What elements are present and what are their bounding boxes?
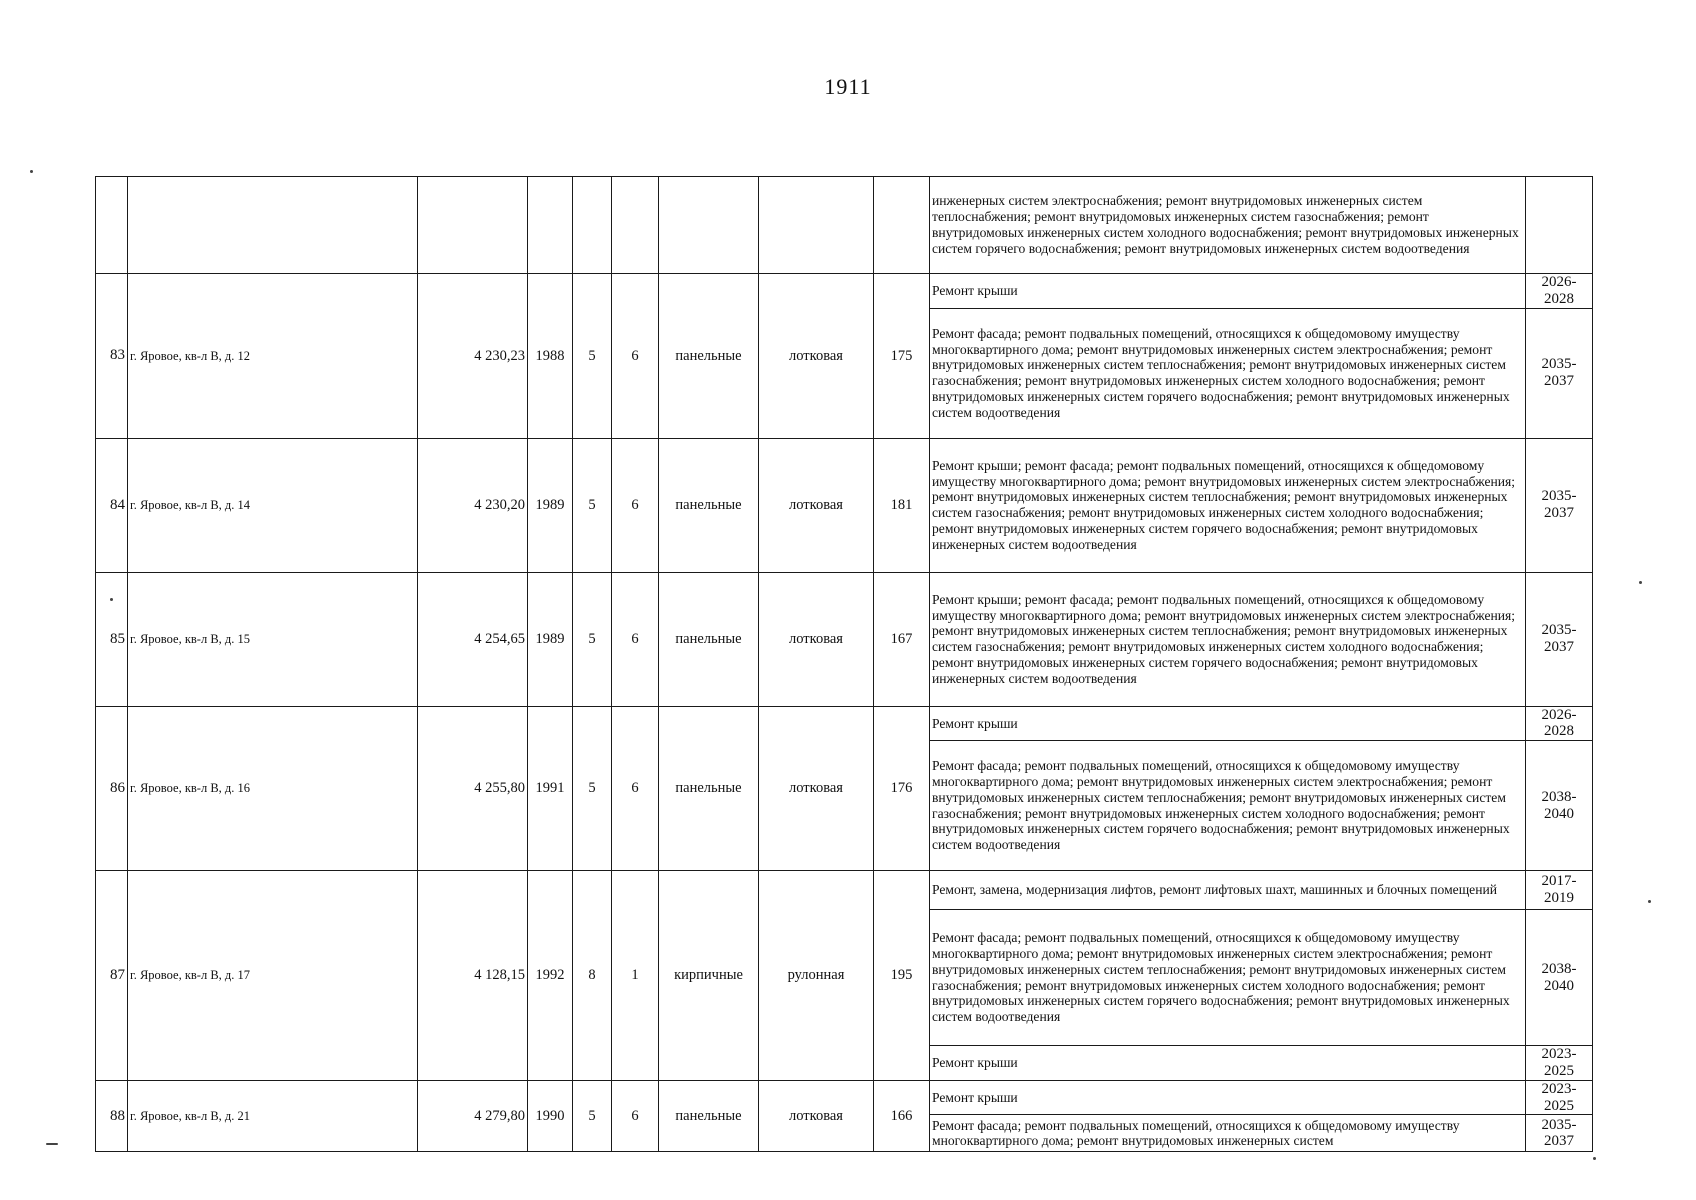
build-year: 1989 [528,438,573,572]
total-area: 4 128,15 [418,871,528,1081]
scan-speck [1639,581,1642,584]
work-period: 2026-2028 [1526,706,1593,741]
entrances: 6 [612,572,659,706]
residents: 175 [874,274,930,439]
work-period: 2023-2025 [1526,1080,1593,1115]
work-description: Ремонт крыши [930,706,1526,741]
scan-speck [30,170,33,173]
row-number: 88 [96,1080,128,1152]
work-period: 2035-2037 [1526,308,1593,438]
work-description: Ремонт крыши [930,1046,1526,1081]
table-row [96,1080,1593,1115]
total-area: 4 230,23 [418,274,528,439]
table-row [96,706,1593,741]
capital-repair-table [95,176,1593,1152]
residents: 166 [874,1080,930,1152]
wall-material: панельные [659,706,759,871]
work-description: Ремонт крыши; ремонт фасада; ремонт подвальных помещений, относящихся к общедомовому имуществу многоквартирного дома; ремонт внутридомовых инженерных систем электроснабжения; ремонт внутридомовых инженерных систем теплоснабжения; ремонт внутридомовых инженерных систем газоснабжения; ремонт внутридомовых инженерных систем холодного водоснабжения; ремонт внутридомовых инженерных систем горячего водоснабжения; ремонт внутридомовых инженерных систем водоотведения [930,438,1526,572]
row-number: 86 [96,706,128,871]
work-description: Ремонт фасада; ремонт подвальных помещений, относящихся к общедомовому имуществу многоквартирного дома; ремонт внутридомовых инженерных систем [930,1115,1526,1152]
residents: 176 [874,706,930,871]
table-row [96,572,1593,706]
build-year: 1991 [528,706,573,871]
entrances: 6 [612,706,659,871]
work-description: Ремонт фасада; ремонт подвальных помещений, относящихся к общедомовому имуществу многоквартирного дома; ремонт внутридомовых инженерных систем электроснабжения; ремонт внутридомовых инженерных систем теплоснабжения; ремонт внутридомовых инженерных систем газоснабжения; ремонт внутридомовых инженерных систем холодного водоснабжения; ремонт внутридомовых инженерных систем горячего водоснабжения; ремонт внутридомовых инженерных систем водоотведения [930,910,1526,1046]
wall-material: панельные [659,438,759,572]
roof-type: лотковая [759,1080,874,1152]
scan-speck [110,598,113,601]
entrances: 6 [612,438,659,572]
row-number: 84 [96,438,128,572]
floors: 5 [573,438,612,572]
roof-type: лотковая [759,438,874,572]
work-period: 2035-2037 [1526,572,1593,706]
work-period: 2038-2040 [1526,910,1593,1046]
wall-material: панельные [659,1080,759,1152]
floors: 5 [573,572,612,706]
build-year: 1990 [528,1080,573,1152]
address: г. Яровое, кв-л В, д. 17 [128,871,418,1081]
table-row [96,438,1593,572]
scan-speck [46,1143,58,1145]
work-period: 2038-2040 [1526,741,1593,871]
total-area: 4 255,80 [418,706,528,871]
page-number: 1911 [824,74,872,99]
wall-material: панельные [659,572,759,706]
continuation-row [96,177,1593,274]
total-area: 4 279,80 [418,1080,528,1152]
wall-material: кирпичные [659,871,759,1081]
roof-type: лотковая [759,572,874,706]
address: г. Яровое, кв-л В, д. 15 [128,572,418,706]
work-period [1526,177,1593,274]
residents: 195 [874,871,930,1081]
table-row [96,871,1593,910]
floors: 5 [573,706,612,871]
address: г. Яровое, кв-л В, д. 14 [128,438,418,572]
work-period: 2035-2037 [1526,438,1593,572]
address: г. Яровое, кв-л В, д. 21 [128,1080,418,1152]
roof-type: рулонная [759,871,874,1081]
total-area: 4 254,65 [418,572,528,706]
build-year: 1988 [528,274,573,439]
work-description: Ремонт крыши [930,274,1526,309]
scan-speck [1593,1157,1596,1160]
work-description: Ремонт крыши; ремонт фасада; ремонт подвальных помещений, относящихся к общедомовому имуществу многоквартирного дома; ремонт внутридомовых инженерных систем электроснабжения; ремонт внутридомовых инженерных систем теплоснабжения; ремонт внутридомовых инженерных систем газоснабжения; ремонт внутридомовых инженерных систем холодного водоснабжения; ремонт внутридомовых инженерных систем горячего водоснабжения; ремонт внутридомовых инженерных систем водоотведения [930,572,1526,706]
work-period: 2017-2019 [1526,871,1593,910]
work-description: Ремонт фасада; ремонт подвальных помещений, относящихся к общедомовому имуществу многоквартирного дома; ремонт внутридомовых инженерных систем электроснабжения; ремонт внутридомовых инженерных систем теплоснабжения; ремонт внутридомовых инженерных систем газоснабжения; ремонт внутридомовых инженерных систем холодного водоснабжения; ремонт внутридомовых инженерных систем горячего водоснабжения; ремонт внутридомовых инженерных систем водоотведения [930,741,1526,871]
table-row [96,274,1593,309]
work-period: 2023-2025 [1526,1046,1593,1081]
address: г. Яровое, кв-л В, д. 16 [128,706,418,871]
work-description: Ремонт крыши [930,1080,1526,1115]
row-number: 85 [96,572,128,706]
floors: 5 [573,1080,612,1152]
entrances: 6 [612,274,659,439]
entrances: 6 [612,1080,659,1152]
work-description: Ремонт фасада; ремонт подвальных помещений, относящихся к общедомовому имуществу многоквартирного дома; ремонт внутридомовых инженерных систем электроснабжения; ремонт внутридомовых инженерных систем теплоснабжения; ремонт внутридомовых инженерных систем газоснабжения; ремонт внутридомовых инженерных систем холодного водоснабжения; ремонт внутридомовых инженерных систем горячего водоснабжения; ремонт внутридомовых инженерных систем водоотведения [930,308,1526,438]
floors: 8 [573,871,612,1081]
work-description: инженерных систем электроснабжения; ремонт внутридомовых инженерных систем теплоснабжения; ремонт внутридомовых инженерных систем газоснабжения; ремонт внутридомовых инженерных систем холодного водоснабжения; ремонт внутридомовых инженерных систем горячего водоснабжения; ремонт внутридомовых инженерных систем водоотведения [930,177,1526,274]
residents: 181 [874,438,930,572]
work-period: 2035-2037 [1526,1115,1593,1152]
work-period: 2026-2028 [1526,274,1593,309]
work-description: Ремонт, замена, модернизация лифтов, ремонт лифтовых шахт, машинных и блочных помещений [930,871,1526,910]
row-number: 87 [96,871,128,1081]
build-year: 1989 [528,572,573,706]
address: г. Яровое, кв-л В, д. 12 [128,274,418,439]
build-year: 1992 [528,871,573,1081]
table-body [96,177,1593,1152]
scan-speck [1648,900,1651,903]
total-area: 4 230,20 [418,438,528,572]
roof-type: лотковая [759,706,874,871]
entrances: 1 [612,871,659,1081]
wall-material: панельные [659,274,759,439]
floors: 5 [573,274,612,439]
residents: 167 [874,572,930,706]
roof-type: лотковая [759,274,874,439]
row-number: 83 [96,274,128,439]
